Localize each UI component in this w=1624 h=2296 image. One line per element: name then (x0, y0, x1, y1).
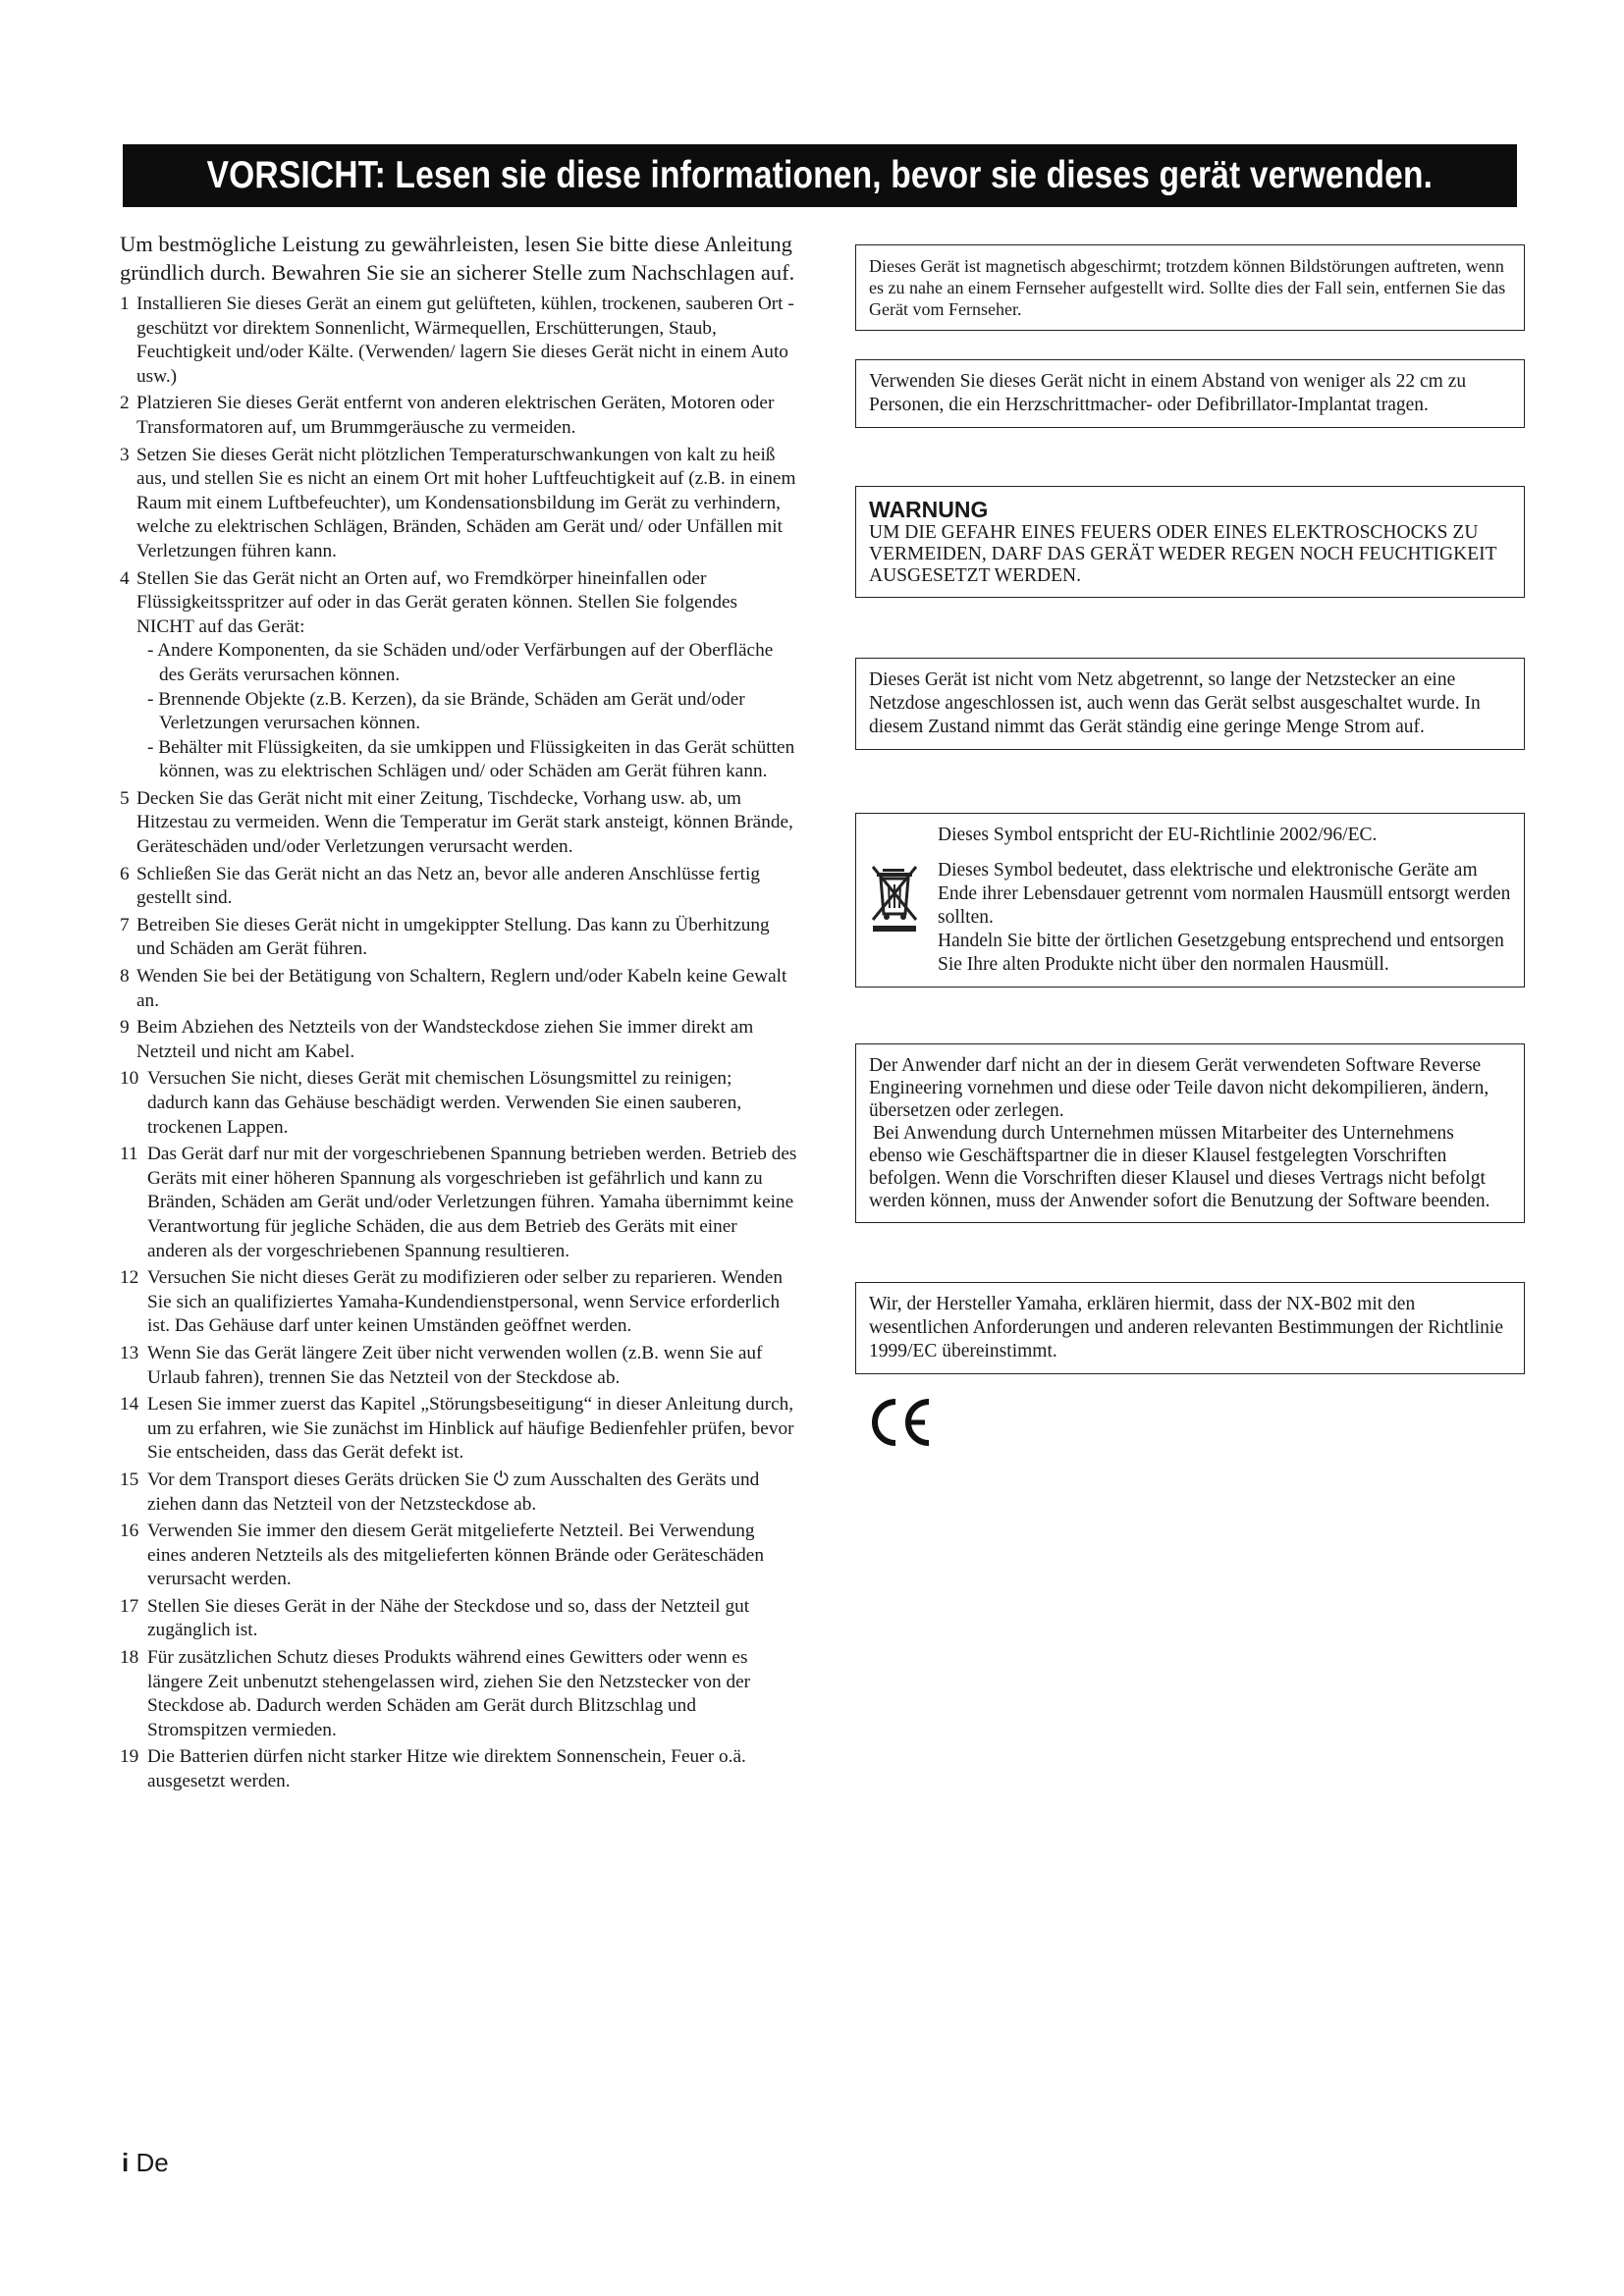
list-item (120, 1745, 797, 1793)
list-item (120, 293, 797, 389)
list-item (120, 1393, 797, 1466)
weee-directive-line: Dieses Symbol entspricht der EU-Richtlinie 2002/96/EC. (938, 825, 1378, 845)
item-text: Stellen Sie dieses Gerät in der Nähe der Steckdose und so, dass der Netzteil gut zugänglich ist. (147, 1595, 750, 1641)
item-text: Schließen Sie das Gerät nicht an das Netz an, bevor alle anderen Anschlüsse fertig gestellt sind. (136, 863, 760, 909)
crossed-bin-icon (869, 824, 938, 977)
sub-item: - Brennende Objekte (z.B. Kerzen), da sie Brände, Schäden am Gerät und/oder Verletzungen verursachen können. (147, 688, 745, 734)
language-code: De (135, 2148, 169, 2177)
item-number: 1 (120, 294, 130, 314)
item-text: Lesen Sie immer zuerst das Kapitel „Störungsbeseitigung“ in dieser Anleitung durch, um zu erfahren, wie Sie zunächst im Hinblick auf häufige Bedienfehler prüfen, bevor Sie entscheiden, dass das Gerät defekt ist. (147, 1394, 794, 1464)
weee-disposal-line: Handeln Sie bitte der örtlichen Gesetzgebung entsprechend und entsorgen Sie Ihre alten Produkte nicht über den normalen Hausmüll. (938, 931, 1504, 975)
weee-meaning-line: Dieses Symbol bedeutet, dass elektrische und elektronische Geräte am Ende ihrer Lebensdauer getrennt vom normalen Hausmüll entsorgt werden sollten. (938, 860, 1511, 928)
list-item (120, 914, 797, 962)
pacemaker-notice (855, 359, 1525, 428)
item-number: 16 (120, 1521, 139, 1542)
item-number: 13 (120, 1342, 139, 1363)
item-text: Das Gerät darf nur mit der vorgeschriebenen Spannung betrieben werden. Betrieb des Geräts mit einer höheren Spannung als vorgeschrieben ist gefährlich und kann zu Bränden, Schäden am Gerät und/oder Verletzungen führen. Yamaha übernimmt keine Verantwortung für jegliche Schäden, die aus dem Betrieb des Geräts mit einer anderen als der vorgeschriebenen Spannung resultieren. (147, 1144, 797, 1261)
item-number: 3 (120, 444, 130, 465)
list-item (120, 1520, 797, 1592)
item-number: 8 (120, 966, 130, 988)
sub-item: - Behälter mit Flüssigkeiten, da sie umkippen und Flüssigkeiten in das Gerät schütten können, was zu elektrischen Schlägen und/ oder Schäden am Gerät führen kann. (147, 736, 795, 782)
list-item (120, 444, 797, 564)
item-number: 4 (120, 567, 130, 589)
list-item (120, 1342, 797, 1390)
list-item (120, 567, 797, 640)
standby-power-notice (855, 658, 1525, 750)
item-text: Versuchen Sie nicht, dieses Gerät mit chemischen Lösungsmittel zu reinigen; dadurch kann das Gehäuse beschädigt werden. Verwenden Sie einen sauberen, trockenen Lappen. (147, 1068, 742, 1138)
item-number: 17 (120, 1595, 139, 1617)
page-footer (122, 2148, 169, 2178)
item-text: Beim Abziehen des Netzteils von der Wandsteckdose ziehen Sie immer direkt am Netzteil und nicht am Kabel. (136, 1017, 754, 1062)
item-number: 11 (120, 1144, 138, 1165)
list-item (120, 1016, 797, 1064)
item-number: 9 (120, 1017, 130, 1039)
list-item (120, 1143, 797, 1263)
pacemaker-text: Verwenden Sie dieses Gerät nicht in einem Abstand von weniger als 22 cm zu Personen, die ein Herzschrittmacher- oder Defibrillator-Implantat tragen. (869, 371, 1467, 415)
list-item (120, 1646, 797, 1742)
item-text: Vor dem Transport dieses Geräts drücken Sie ⏻ zum Ausschalten des Geräts und ziehen dann das Netzteil von der Netzsteckdose ab. (147, 1468, 760, 1515)
item-text: Für zusätzlichen Schutz dieses Produkts während eines Gewitters oder wenn es längere Zeit unbenutzt stehengelassen wird, ziehen Sie den Netzstecker von der Steckdose ab. Dadurch werden Schäden am Gerät durch Blitzschlag und Stromspitzen vermieden. (147, 1647, 751, 1740)
list-item (120, 1595, 797, 1643)
list-item (120, 965, 797, 1013)
item-text: Wenden Sie bei der Betätigung von Schaltern, Reglern und/oder Kabeln keine Gewalt an. (136, 966, 787, 1011)
declaration-text: Wir, der Hersteller Yamaha, erklären hiermit, dass der NX-B02 mit den wesentlichen Anforderungen und anderen relevanten Bestimmungen der Richtlinie 1999/EC übereinstimmt. (869, 1294, 1504, 1362)
magnetic-shield-notice (855, 244, 1525, 331)
item-text: Decken Sie das Gerät nicht mit einer Zeitung, Tischdecke, Vorhang usw. ab, um Hitzestau zu vermeiden. Wenn die Temperatur im Gerät stark ansteigt, können Brände, Geräteschäden und/oder Verletzungen verursacht werden. (136, 787, 793, 858)
list-item (120, 787, 797, 860)
safety-instructions-column (120, 230, 797, 1797)
item-number: 18 (120, 1647, 139, 1669)
list-item (120, 1468, 797, 1517)
software-text-2: Bei Anwendung durch Unternehmen müssen Mitarbeiter des Unternehmens ebenso wie Geschäftspartner die in dieser Klausel festgelegten Vorschriften befolgen. Wenn die Vorschriften dieser Klausel und dieses Vertrags nicht befolgt werden können, muss der Anwender sofort die Benutzung der Software beenden. (869, 1123, 1490, 1211)
item-text: Wenn Sie das Gerät längere Zeit über nicht verwenden wollen (z.B. wenn Sie auf Urlaub fahren), trennen Sie das Netzteil von der Steckdose ab. (147, 1342, 763, 1388)
item-number: 15 (120, 1468, 139, 1490)
item-number: 7 (120, 914, 130, 935)
list-item (120, 863, 797, 911)
item-text: Verwenden Sie immer den diesem Gerät mitgelieferte Netzteil. Bei Verwendung eines anderen Netzteils als des mitgelieferten können Brände oder Geräteschäden verursacht werden. (147, 1521, 764, 1590)
item-text: Installieren Sie dieses Gerät an einem gut gelüfteten, kühlen, trockenen, sauberen Ort - geschützt vor direktem Sonnenlicht, Wärmequellen, Erschütterungen, Staub, Feuchtigkeit und/oder Kälte. (Verwenden/ lagern Sie dieses Gerät nicht in einem Auto usw.) (136, 294, 794, 387)
standby-power-text: Dieses Gerät ist nicht vom Netz abgetrennt, so lange der Netzstecker an eine Netzdose angeschlossen ist, auch wenn das Gerät selbst ausgeschaltet wurde. In diesem Zustand nimmt das Gerät ständig eine geringe Menge Strom auf. (869, 669, 1481, 737)
intro-paragraph: Um bestmögliche Leistung zu gewährleisten, lesen Sie bitte diese Anleitung gründlich durch. Bewahren Sie sie an sicherer Stelle zum Nachschlagen auf. (120, 232, 795, 285)
ce-mark-icon (866, 1396, 935, 1449)
software-text-1: Der Anwender darf nicht an der in diesem Gerät verwendeten Software Reverse Engineering vornehmen und diese oder Teile davon nicht dekompilieren, ändern, übersetzen oder zerlegen. (869, 1055, 1489, 1121)
page-number: i (122, 2148, 130, 2177)
item-text: Die Batterien dürfen nicht starker Hitze wie direktem Sonnenschein, Feuer o.ä. ausgesetzt werden. (147, 1746, 746, 1792)
warning-text: UM DIE GEFAHR EINES FEUERS ODER EINES ELEKTROSCHOCKS ZU VERMEIDEN, DARF DAS GERÄT WEDER REGEN NOCH FEUCHTIGKEIT AUSGESETZT WERDEN. (869, 522, 1497, 586)
item-number: 10 (120, 1068, 139, 1090)
software-license-notice (855, 1043, 1525, 1223)
weee-notice (855, 813, 1525, 988)
warning-title: WARNUNG (869, 497, 989, 522)
item-number: 14 (120, 1394, 139, 1415)
item-number: 5 (120, 787, 130, 809)
page-title: VORSICHT: Lesen sie diese informationen, bevor sie dieses gerät verwenden. (206, 154, 1434, 196)
list-item (120, 392, 797, 440)
magnetic-shield-text: Dieses Gerät ist magnetisch abgeschirmt; trotzdem können Bildstörungen auftreten, wenn es zu nahe an einem Fernseher aufgestellt wird. Sollte dies der Fall sein, entfernen Sie das Gerät vom Fernseher. (869, 256, 1506, 319)
item-text: Betreiben Sie dieses Gerät nicht in umgekippter Stellung. Das kann zu Überhitzung und Schäden am Gerät führen. (136, 914, 770, 960)
item-number: 12 (120, 1267, 139, 1289)
list-item (120, 1067, 797, 1140)
item-number: 19 (120, 1746, 139, 1768)
page-title-banner (123, 144, 1517, 207)
sub-item: - Andere Komponenten, da sie Schäden und/oder Verfärbungen auf der Oberfläche des Geräts verursachen können. (147, 640, 774, 685)
item-text: Stellen Sie das Gerät nicht an Orten auf, wo Fremdkörper hineinfallen oder Flüssigkeitsspritzer auf oder in das Gerät geraten können. Stellen Sie folgendes NICHT auf das Gerät: (136, 567, 738, 637)
list-item (120, 1266, 797, 1339)
item-number: 6 (120, 863, 130, 884)
item-text: Setzen Sie dieses Gerät nicht plötzlichen Temperaturschwankungen von kalt zu heiß aus, und stellen Sie es nicht an einem Ort mit hoher Luftfeuchtigkeit auf (z.B. in einem Raum mit einem Luftbefeuchter), um Kondensationsbildung im Gerät zu verhindern, welche zu elektrischen Schlägen, Bränden, Schäden am Gerät und/ oder Unfällen mit Verletzungen führen kann. (136, 444, 796, 561)
declaration-of-conformity (855, 1282, 1525, 1374)
item-text: Platzieren Sie dieses Gerät entfernt von anderen elektrischen Geräten, Motoren oder Transformatoren auf, um Brummgeräusche zu vermeiden. (136, 393, 775, 438)
warning-box (855, 486, 1525, 598)
item-number: 2 (120, 393, 130, 414)
item-text: Versuchen Sie nicht dieses Gerät zu modifizieren oder selber zu reparieren. Wenden Sie sich an qualifiziertes Yamaha-Kundendienstpersonal, wenn Service erforderlich ist. Das Gehäuse darf unter keinen Umständen geöffnet werden. (147, 1267, 783, 1337)
